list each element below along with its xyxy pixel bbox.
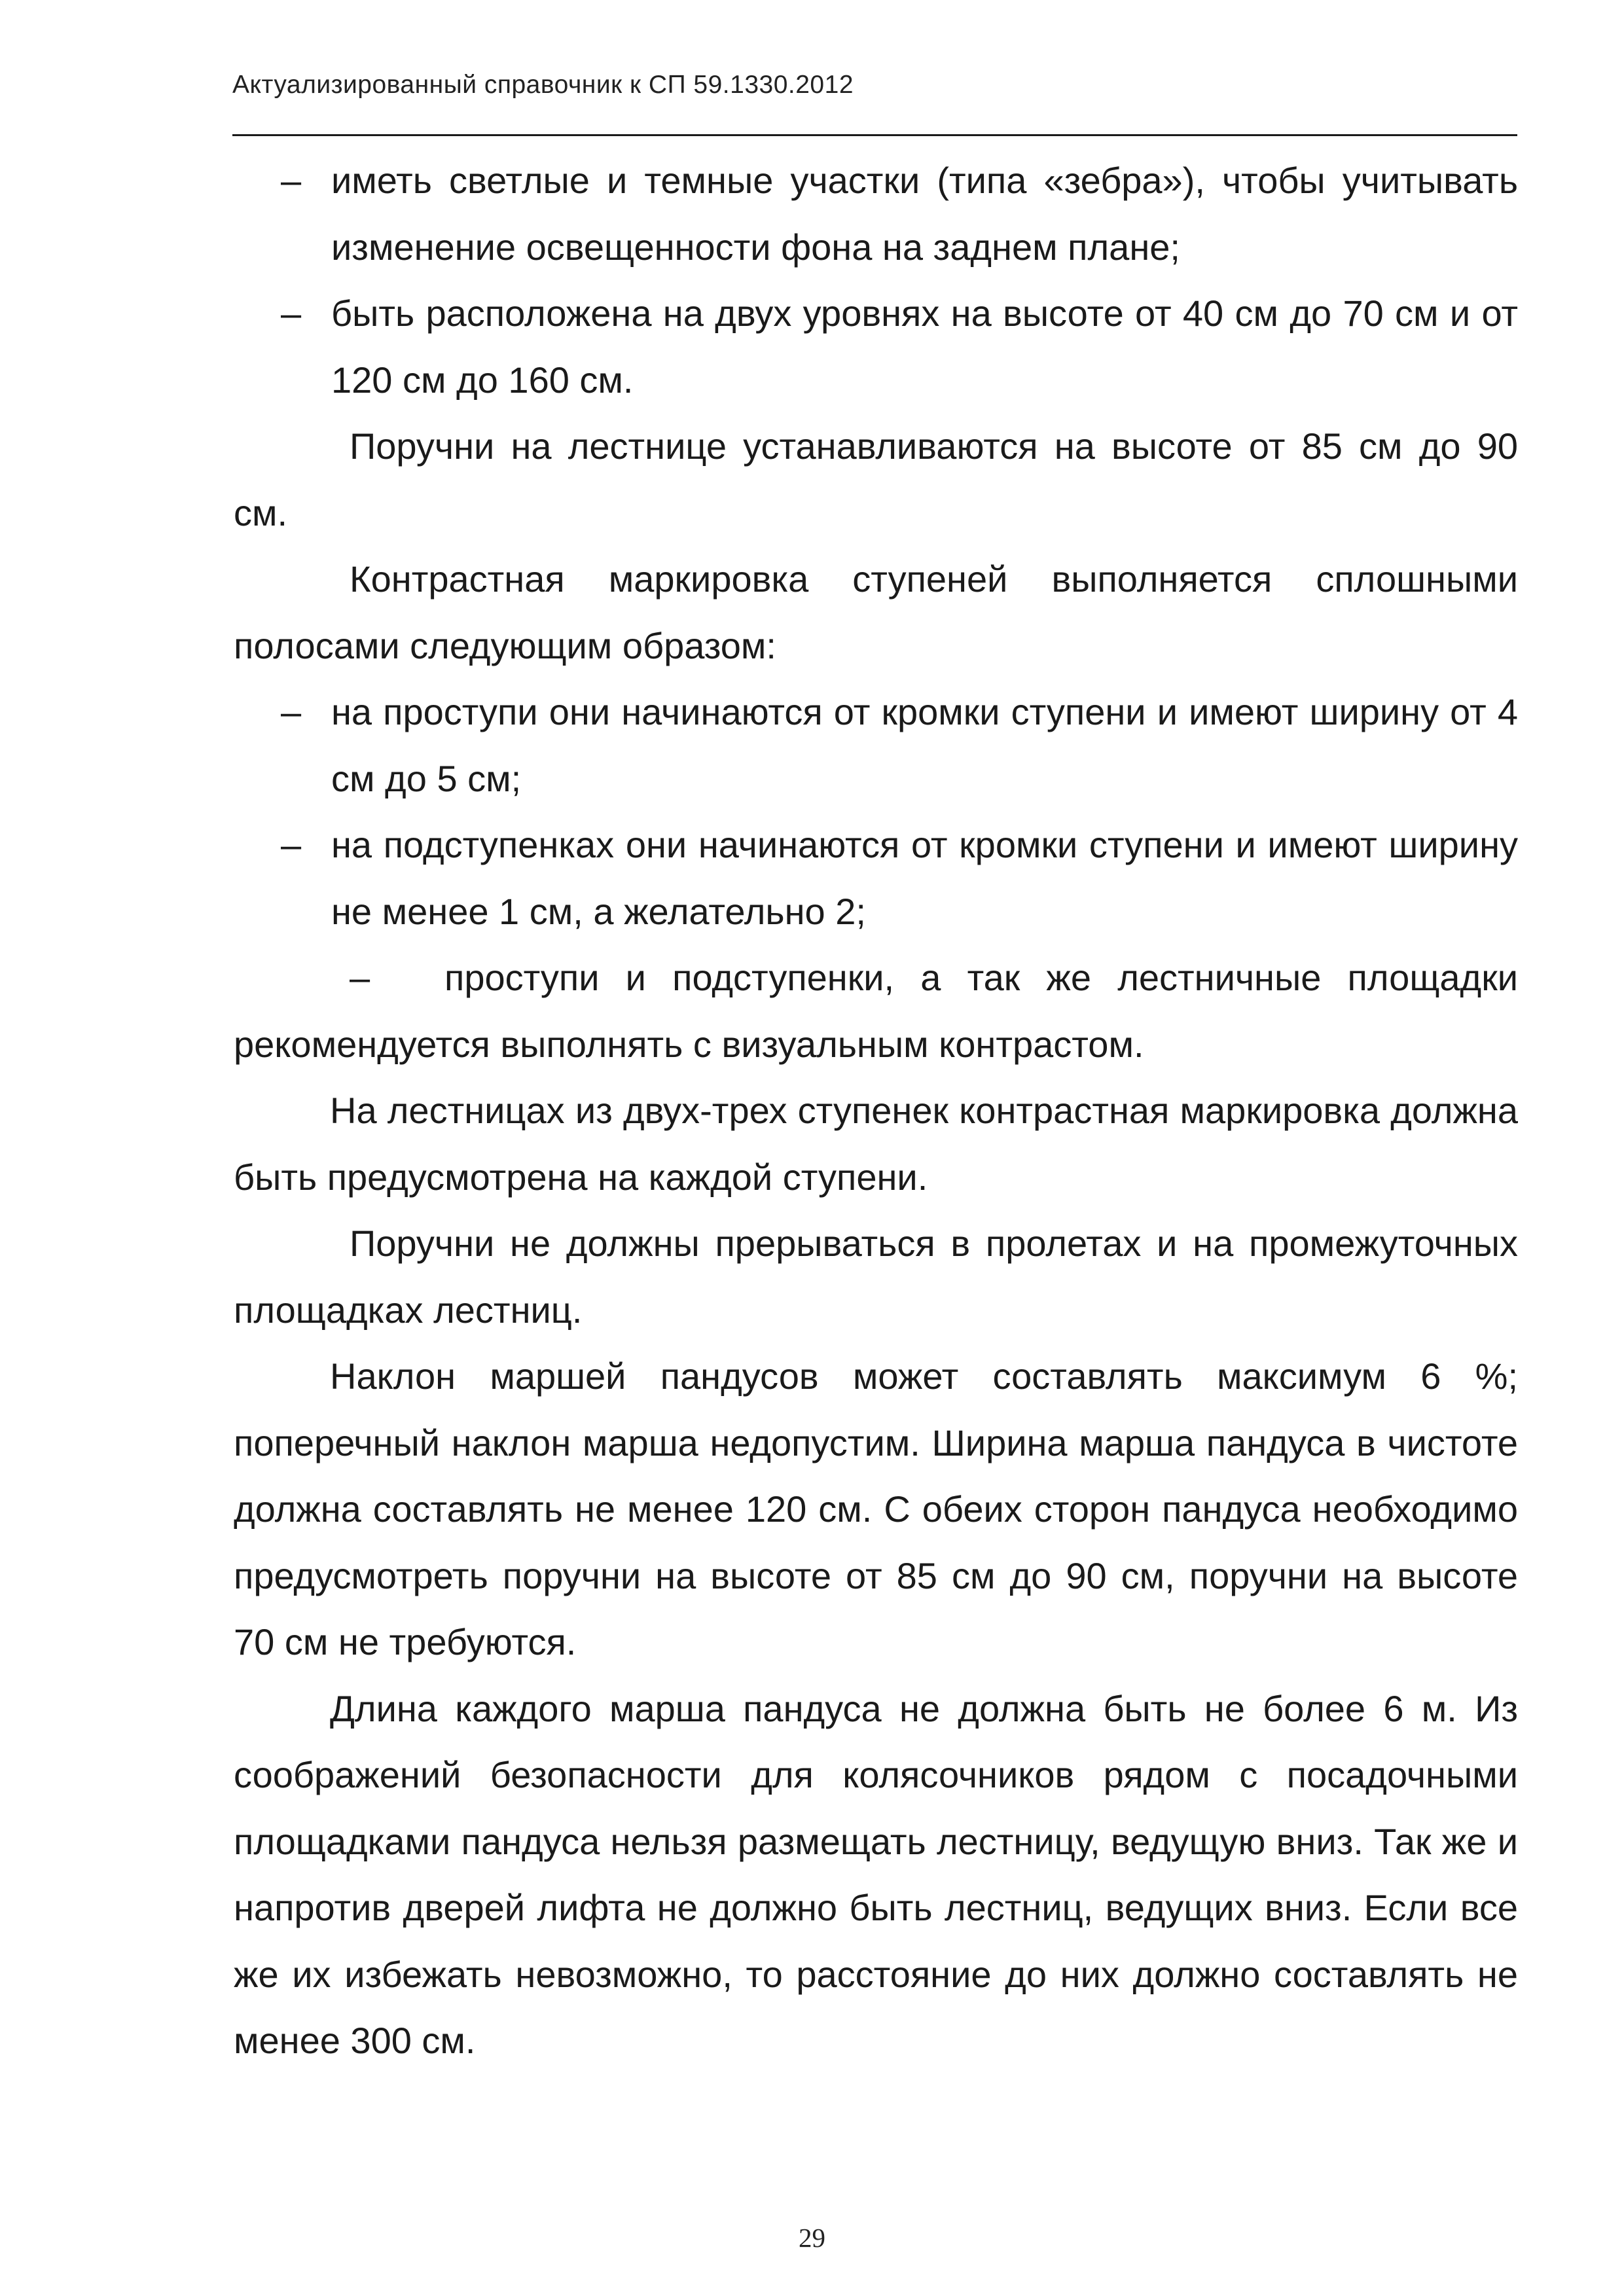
list-item-text: на проступи они начинаются от кромки ступени и имеют ширину от 4 см до 5 см; [331, 691, 1518, 799]
list-item-zebra [234, 147, 1518, 280]
dash-marker: – [281, 691, 302, 732]
dash-marker: – [281, 160, 302, 201]
page-body [234, 147, 1518, 2074]
list-item-levels [234, 280, 1518, 413]
document-header: Актуализированный справочник к СП 59.1330.2012 [232, 71, 854, 99]
paragraph-marking-intro: Контрастная маркировка ступеней выполняется сплошными полосами следующим образом: [234, 558, 1518, 666]
paragraph-ramp-length: Длина каждого марша пандуса не должна быть не более 6 м. Из соображений безопасности для колясочников рядом с посадочными площадками пандуса нельзя размещать лестницу, ведущую вниз. Так же и напротив дверей лифта не должно быть лестниц, ведущих вниз. Если все же их избежать невозможно, то расстояние до них должно составлять не менее 300 см. [234, 1687, 1518, 2061]
header-divider [232, 134, 1517, 136]
list-item-text: на подступенках они начинаются от кромки ступени и имеют ширину не менее 1 см, а желательно 2; [331, 824, 1518, 932]
paragraph-short-stairs: На лестницах из двух-трех ступенек контрастная маркировка должна быть предусмотрена на каждой ступени. [234, 1090, 1518, 1198]
list-item-text: иметь светлые и темные участки (типа «зебра»), чтобы учитывать изменение освещенности фона на заднем плане; [331, 160, 1518, 268]
dash-marker: – [281, 824, 302, 865]
list-item-text: быть расположена на двух уровнях на высоте от 40 см до 70 см и от 120 см до 160 см. [331, 293, 1518, 401]
dash-marker: – [350, 957, 370, 998]
dash-marker: – [281, 293, 302, 334]
list-item-risers [234, 812, 1518, 944]
list-item-treads [234, 679, 1518, 812]
page-number: 29 [799, 2223, 825, 2253]
paragraph-ramp-slope: Наклон маршей пандусов может составлять максимум 6 %; поперечный наклон марша недопустим. Ширина марша пандуса в чистоте должна составлять не менее 120 см. С обеих сторон пандуса необходимо предусмотреть поручни на высоте от 85 см до 90 см, поручни на высоте 70 см не требуются. [234, 1355, 1518, 1662]
list-item-text: проступи и подступенки, а так же лестничные площадки рекомендуется выполнять с визуальным контрастом. [234, 957, 1518, 1065]
list-item-contrast [234, 944, 1518, 1077]
paragraph-handrails-height: Поручни на лестнице устанавливаются на высоте от 85 см до 90 см. [234, 425, 1518, 533]
paragraph-handrails-continuous: Поручни не должны прерываться в пролетах и на промежуточных площадках лестниц. [234, 1223, 1518, 1331]
